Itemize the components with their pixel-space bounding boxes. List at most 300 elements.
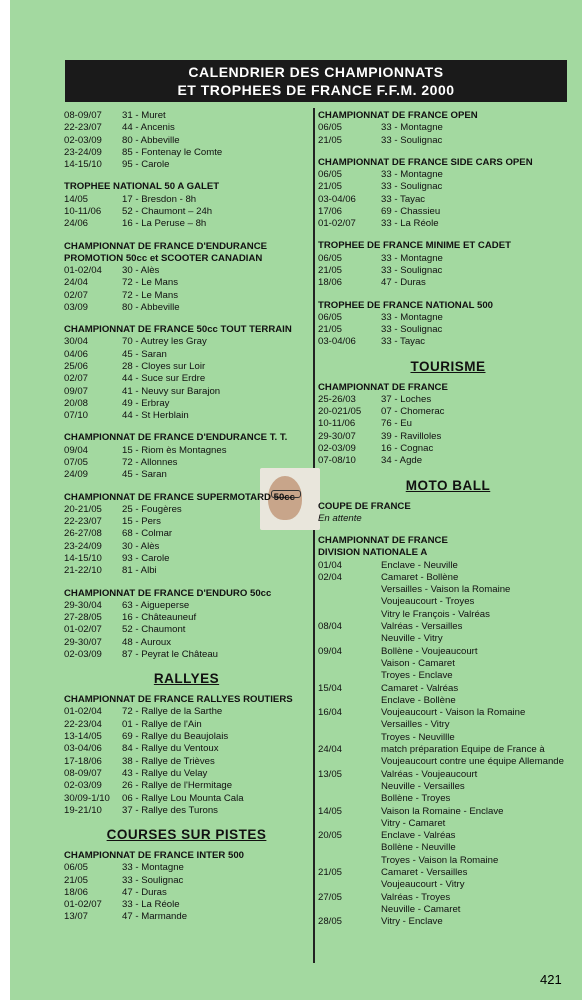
event-date: 03-04/06	[64, 743, 102, 755]
list-item	[64, 386, 309, 398]
list-item	[64, 565, 309, 577]
section-title: TROPHEE DE FRANCE NATIONAL 500	[318, 299, 494, 311]
list-item	[64, 445, 309, 457]
list-item	[64, 349, 309, 361]
event-date	[318, 879, 381, 891]
event-date: 06/05	[318, 169, 343, 180]
event-place: 15 - Riom ès Montagnes	[122, 444, 227, 456]
event-place: 34 - Agde	[381, 455, 423, 467]
list-item	[64, 206, 309, 218]
section-title: CHAMPIONNAT DE FRANCE D'ENDURO 50cc	[64, 587, 272, 599]
event-date: 21/05	[318, 181, 343, 193]
list-item	[318, 443, 578, 455]
event-date: 21/05	[64, 874, 89, 886]
event-date: 06/05	[318, 252, 343, 264]
event-date: 26-27/08	[64, 528, 102, 540]
list-item	[318, 265, 578, 277]
section-subtitle: DIVISION NATIONALE A	[318, 547, 428, 559]
event-place: 26 - Rallye de l'Hermitage	[122, 780, 233, 792]
event-date: 28/05	[318, 916, 343, 928]
list-item	[318, 855, 578, 867]
event-date: 23-24/09	[64, 146, 102, 158]
list-item	[318, 892, 578, 904]
list-item	[318, 324, 578, 336]
event-date: 21/05	[318, 264, 343, 276]
list-item	[318, 455, 578, 467]
event-date: 22-23/07	[64, 516, 102, 528]
list-item	[64, 135, 309, 147]
event-place: 33 - Montagne	[381, 169, 443, 180]
schedule-section	[318, 157, 578, 231]
event-place: 72 - Le Mans	[122, 289, 178, 301]
section-title: TROPHEE NATIONAL 50 A GALET	[64, 181, 220, 193]
schedule-section	[318, 535, 578, 928]
list-item	[64, 887, 309, 899]
event-place: 69 - Rallye du Beaujolais	[122, 731, 229, 743]
event-date: 18/06	[318, 277, 343, 289]
list-item	[318, 406, 578, 418]
event-date: 01-02/04	[64, 706, 102, 718]
event-date: 21-22/10	[64, 565, 102, 577]
list-item	[64, 756, 309, 768]
event-place: match préparation Equipe de France à	[381, 744, 545, 756]
page-number: 421	[540, 972, 562, 987]
event-date	[318, 781, 381, 793]
event-date: 01-02/07	[318, 218, 356, 230]
list-item	[64, 373, 309, 385]
event-place: Vitry - Enclave	[381, 916, 443, 928]
event-place: 16 - La Peruse – 8h	[122, 218, 207, 230]
list-item	[64, 147, 309, 159]
event-place: 47 - Marmande	[122, 911, 188, 923]
event-place: Enclave - Bollène	[381, 694, 456, 706]
event-place: 33 - Soulignac	[381, 181, 443, 193]
right-column	[318, 110, 578, 938]
section-title: CHAMPIONNAT DE FRANCE D'ENDURANCE	[64, 240, 268, 252]
event-date: 14-15/10	[64, 159, 102, 171]
event-date: 02-03/09	[64, 134, 102, 146]
event-date: 29-30/07	[64, 636, 102, 648]
event-place: Versailles - Vitry	[381, 719, 450, 731]
event-date: 07/05	[64, 456, 89, 468]
title-line-1: CALENDRIER DES CHAMPIONNATS	[188, 64, 444, 80]
list-item	[318, 867, 578, 879]
event-place: 44 - Ancenis	[122, 122, 175, 134]
list-item	[318, 584, 578, 596]
event-date: 22-23/04	[64, 718, 102, 730]
event-place: Versailles - Vaison la Romaine	[381, 584, 511, 596]
list-item	[318, 181, 578, 193]
schedule-section	[318, 110, 578, 147]
event-date	[318, 756, 381, 768]
rows	[318, 122, 578, 147]
event-date: 29-30/07	[318, 430, 356, 442]
list-item	[64, 553, 309, 565]
event-date: 08-09/07	[64, 110, 102, 121]
event-date: 27-28/05	[64, 612, 102, 624]
calendar-page	[10, 0, 582, 1000]
list-item	[318, 135, 578, 147]
event-date: 30/04	[64, 336, 89, 348]
event-place: 33 - Tayac	[381, 193, 426, 205]
list-item	[318, 253, 578, 265]
list-item	[318, 818, 578, 830]
list-item	[318, 806, 578, 818]
schedule-section	[64, 432, 309, 481]
section-title: COUPE DE FRANCE	[318, 500, 411, 512]
event-place: Valréas - Versailles	[381, 621, 463, 633]
event-date: 20-021/05	[318, 406, 362, 418]
schedule-section	[318, 501, 578, 526]
event-place: Troyes - Vaison la Romaine	[381, 854, 499, 866]
section-title: CHAMPIONNAT DE FRANCE OPEN	[318, 110, 478, 121]
event-place: Camaret - Bollène	[381, 571, 459, 583]
event-date: 07/10	[64, 410, 89, 422]
category-heading: TOURISME	[410, 358, 486, 374]
list-item	[64, 875, 309, 887]
rows	[64, 706, 309, 817]
event-date: 09/04	[318, 645, 343, 657]
list-item	[64, 277, 309, 289]
event-date: 13-14/05	[64, 731, 102, 743]
list-item	[318, 431, 578, 443]
list-item	[318, 879, 578, 891]
list-item	[64, 780, 309, 792]
event-place: 52 - Chaumont – 24h	[122, 205, 213, 217]
list-item	[64, 159, 309, 171]
list-item	[318, 169, 578, 181]
list-item	[318, 394, 578, 406]
event-place: 38 - Rallye de Trièves	[122, 755, 215, 767]
list-item	[318, 336, 578, 348]
event-place: 39 - Ravilloles	[381, 430, 442, 442]
section-title: CHAMPIONNAT DE FRANCE D'ENDURANCE T. T.	[64, 432, 288, 444]
event-place: 33 - La Réole	[381, 218, 439, 230]
event-date: 10-11/06	[318, 418, 356, 430]
list-item	[318, 560, 578, 572]
event-date: 13/05	[318, 768, 343, 780]
event-date: 24/09	[64, 469, 89, 481]
rows	[64, 504, 309, 578]
event-place: 52 - Chaumont	[122, 624, 186, 636]
event-place: Voujeaucourt - Vaison la Romaine	[381, 707, 526, 719]
event-date: 21/05	[318, 866, 343, 878]
event-place: Neuville - Versailles	[381, 780, 465, 792]
event-place: 33 - Montagne	[381, 311, 443, 323]
event-date: 14/05	[318, 805, 343, 817]
schedule-section	[64, 324, 309, 422]
list-item	[64, 194, 309, 206]
event-place: 85 - Fontenay le Comte	[122, 146, 223, 158]
list-item	[318, 194, 578, 206]
event-place: 28 - Cloyes sur Loir	[122, 360, 206, 372]
list-item	[64, 706, 309, 718]
list-item	[318, 312, 578, 324]
event-place: 33 - Montagne	[381, 122, 443, 134]
event-date: 07-08/10	[318, 455, 356, 467]
section-title: CHAMPIONNAT DE FRANCE RALLYES ROUTIERS	[64, 694, 293, 706]
event-date: 25/06	[64, 360, 89, 372]
section-title: CHAMPIONNAT DE FRANCE INTER 500	[64, 850, 244, 862]
event-date: 24/04	[64, 277, 89, 289]
schedule-section	[318, 300, 578, 349]
list-item	[64, 719, 309, 731]
event-place: 76 - Eu	[381, 418, 412, 430]
event-place: Bollène - Neuville	[381, 842, 456, 854]
event-place: Bollène - Voujeaucourt	[381, 645, 478, 657]
event-place: Vaison la Romaine - Enclave	[381, 805, 504, 817]
list-item	[318, 744, 578, 756]
event-place: 33 - Soulignac	[381, 134, 443, 146]
list-item	[318, 277, 578, 289]
list-item	[318, 621, 578, 633]
list-item	[64, 302, 309, 314]
event-place: Valréas - Voujeaucourt	[381, 768, 478, 780]
event-place: 37 - Loches	[381, 393, 432, 405]
event-place: Camaret - Valréas	[381, 682, 459, 694]
event-date: 23-24/09	[64, 540, 102, 552]
event-place: Bollène - Troyes	[381, 793, 451, 805]
list-item	[64, 649, 309, 661]
list-item	[64, 899, 309, 911]
list-item	[318, 658, 578, 670]
event-date: 21/05	[318, 134, 343, 146]
event-date: 01-02/04	[64, 264, 102, 276]
event-place: 44 - Suce sur Erdre	[122, 373, 206, 385]
event-date: 24/04	[318, 744, 343, 756]
event-date: 27/05	[318, 891, 343, 903]
list-item	[318, 904, 578, 916]
event-place: 72 - Allonnes	[122, 456, 178, 468]
list-item	[64, 336, 309, 348]
list-item	[318, 596, 578, 608]
event-date: 02/07	[64, 373, 89, 385]
event-place: 01 - Rallye de l'Ain	[122, 718, 202, 730]
event-place: 45 - Saran	[122, 469, 167, 481]
list-item	[318, 633, 578, 645]
event-place: 63 - Aigueperse	[122, 599, 190, 611]
list-item	[318, 707, 578, 719]
list-item	[64, 469, 309, 481]
event-place: 33 - Soulignac	[381, 264, 443, 276]
list-item	[318, 916, 578, 928]
list-item	[64, 110, 309, 122]
event-place: Vitry le François - Valréas	[381, 608, 490, 620]
event-place: 81 - Albi	[122, 565, 157, 577]
event-place: 87 - Peyrat le Château	[122, 648, 218, 660]
list-item	[64, 122, 309, 134]
event-date: 06/05	[64, 862, 89, 874]
event-date: 24/06	[64, 218, 89, 230]
event-place: 33 - Tayac	[381, 336, 426, 348]
list-item	[64, 516, 309, 528]
schedule-section	[64, 850, 309, 924]
list-item	[64, 612, 309, 624]
event-date	[318, 904, 381, 916]
event-date: 25-26/03	[318, 393, 356, 405]
event-date: 20/05	[318, 830, 343, 842]
event-place: 41 - Neuvy sur Barajon	[122, 385, 221, 397]
list-item	[64, 361, 309, 373]
category-heading: RALLYES	[153, 671, 220, 687]
event-place: Neuville - Camaret	[381, 903, 461, 915]
event-place: 33 - Soulignac	[381, 324, 443, 336]
event-date: 09/04	[64, 444, 89, 456]
event-place: 06 - Rallye Lou Mounta Cala	[122, 792, 244, 804]
schedule-section	[64, 492, 309, 578]
list-item	[64, 290, 309, 302]
event-place: Voujeaucourt contre une équipe Allemande	[381, 756, 564, 768]
event-date	[318, 670, 381, 682]
event-place: 47 - Duras	[122, 886, 167, 898]
event-date: 03-04/06	[318, 193, 356, 205]
section-subtitle: PROMOTION 50cc et SCOOTER CANADIAN	[64, 252, 263, 264]
schedule-section	[64, 694, 309, 817]
list-item	[64, 541, 309, 553]
section-title: CHAMPIONNAT DE FRANCE	[318, 381, 448, 393]
rows	[64, 862, 309, 923]
list-item	[64, 528, 309, 540]
event-date: 17-18/06	[64, 755, 102, 767]
event-date: 02/04	[318, 571, 343, 583]
event-date: 02-03/09	[318, 443, 356, 455]
event-place: 17 - Bresdon - 8h	[122, 193, 197, 205]
event-date: 29-30/04	[64, 599, 102, 611]
event-date: 14-15/10	[64, 552, 102, 564]
list-item	[318, 781, 578, 793]
schedule-section	[64, 588, 309, 662]
event-date	[318, 633, 381, 645]
event-date: 20/08	[64, 397, 89, 409]
event-place: Camaret - Versailles	[381, 866, 468, 878]
list-item	[64, 731, 309, 743]
event-date: 15/04	[318, 682, 343, 694]
event-place: 33 - Montagne	[381, 252, 443, 264]
list-item	[64, 504, 309, 516]
category-heading: COURSES SUR PISTES	[106, 827, 267, 843]
event-place: 68 - Colmar	[122, 528, 173, 540]
list-item	[64, 410, 309, 422]
event-place: 95 - Carole	[122, 159, 170, 171]
event-date: 02/07	[64, 289, 89, 301]
list-item	[64, 218, 309, 230]
rows	[318, 253, 578, 290]
list-item	[318, 769, 578, 781]
list-item	[318, 830, 578, 842]
event-date: 01-02/07	[64, 899, 102, 911]
event-place: 93 - Carole	[122, 552, 170, 564]
rows	[64, 265, 309, 314]
event-date: 19-21/10	[64, 804, 102, 816]
list-item	[318, 218, 578, 230]
event-date: 06/05	[318, 122, 343, 134]
event-date: 02-03/09	[64, 648, 102, 660]
list-item	[318, 756, 578, 768]
event-place: 70 - Autrey les Gray	[122, 336, 207, 348]
event-place: Enclave - Valréas	[381, 830, 456, 842]
event-date: 01-02/07	[64, 624, 102, 636]
event-date: 08/04	[318, 621, 343, 633]
event-date	[318, 695, 381, 707]
event-date: 09/07	[64, 385, 89, 397]
page-title	[65, 60, 567, 102]
event-place: 43 - Rallye du Velay	[122, 767, 208, 779]
event-place: Valréas - Troyes	[381, 891, 451, 903]
event-date	[318, 842, 381, 854]
event-place: Enclave - Neuville	[381, 559, 458, 571]
event-place: 49 - Erbray	[122, 397, 170, 409]
rows	[64, 336, 309, 422]
event-date	[318, 596, 381, 608]
event-place: 15 - Pers	[122, 516, 161, 528]
event-date	[318, 584, 381, 596]
event-place: 33 - Soulignac	[122, 874, 184, 886]
list-section	[64, 110, 309, 171]
schedule-section	[64, 241, 309, 315]
list-item	[64, 265, 309, 277]
category-heading: MOTO BALL	[405, 477, 491, 493]
event-date: 22-23/07	[64, 122, 102, 134]
event-date: 14/05	[64, 193, 89, 205]
list-item	[64, 805, 309, 817]
section-title: CHAMPIONNAT DE FRANCE SUPERMOTARD 50cc	[64, 491, 295, 503]
event-date: 17/06	[318, 205, 343, 217]
list-item	[64, 398, 309, 410]
event-place: 69 - Chassieu	[381, 205, 441, 217]
list-item	[318, 683, 578, 695]
list-item	[64, 911, 309, 923]
rows	[318, 394, 578, 468]
list-item	[64, 768, 309, 780]
section-title: TROPHEE DE FRANCE MINIME ET CADET	[318, 240, 511, 252]
event-place: 72 - Rallye de la Sarthe	[122, 706, 223, 718]
event-place: Troyes - Neuvillle	[381, 731, 455, 743]
event-place: 30 - Alès	[122, 540, 160, 552]
section-title: CHAMPIONNAT DE FRANCE 50cc TOUT TERRAIN	[64, 324, 292, 336]
list-item	[318, 793, 578, 805]
event-place: Vaison - Camaret	[381, 657, 455, 669]
list-item	[64, 600, 309, 612]
event-place: Voujeaucourt - Troyes	[381, 596, 475, 608]
event-place: 16 - Châteauneuf	[122, 612, 197, 624]
left-column	[64, 110, 309, 934]
event-place: 30 - Alès	[122, 264, 160, 276]
rows	[64, 194, 309, 231]
event-date	[318, 658, 381, 670]
event-place: 25 - Fougères	[122, 503, 182, 515]
list-item	[64, 793, 309, 805]
event-date	[318, 609, 381, 621]
event-date: 06/05	[318, 311, 343, 323]
rows	[64, 600, 309, 661]
event-place: Voujeaucourt - Vitry	[381, 879, 465, 891]
event-date	[318, 732, 381, 744]
schedule-section	[318, 382, 578, 468]
status-note: En attente	[318, 512, 362, 524]
event-place: Neuville - Vitry	[381, 633, 443, 645]
list-item	[318, 732, 578, 744]
event-date: 08-09/07	[64, 767, 102, 779]
list-item	[318, 572, 578, 584]
list-item	[64, 637, 309, 649]
event-place: 31 - Muret	[122, 110, 166, 121]
event-date: 13/07	[64, 911, 89, 923]
event-place: 44 - St Herblain	[122, 410, 189, 422]
event-place: 07 - Chomerac	[381, 406, 445, 418]
column-divider	[313, 108, 315, 963]
event-date: 03-04/06	[318, 336, 356, 348]
event-date: 16/04	[318, 707, 343, 719]
